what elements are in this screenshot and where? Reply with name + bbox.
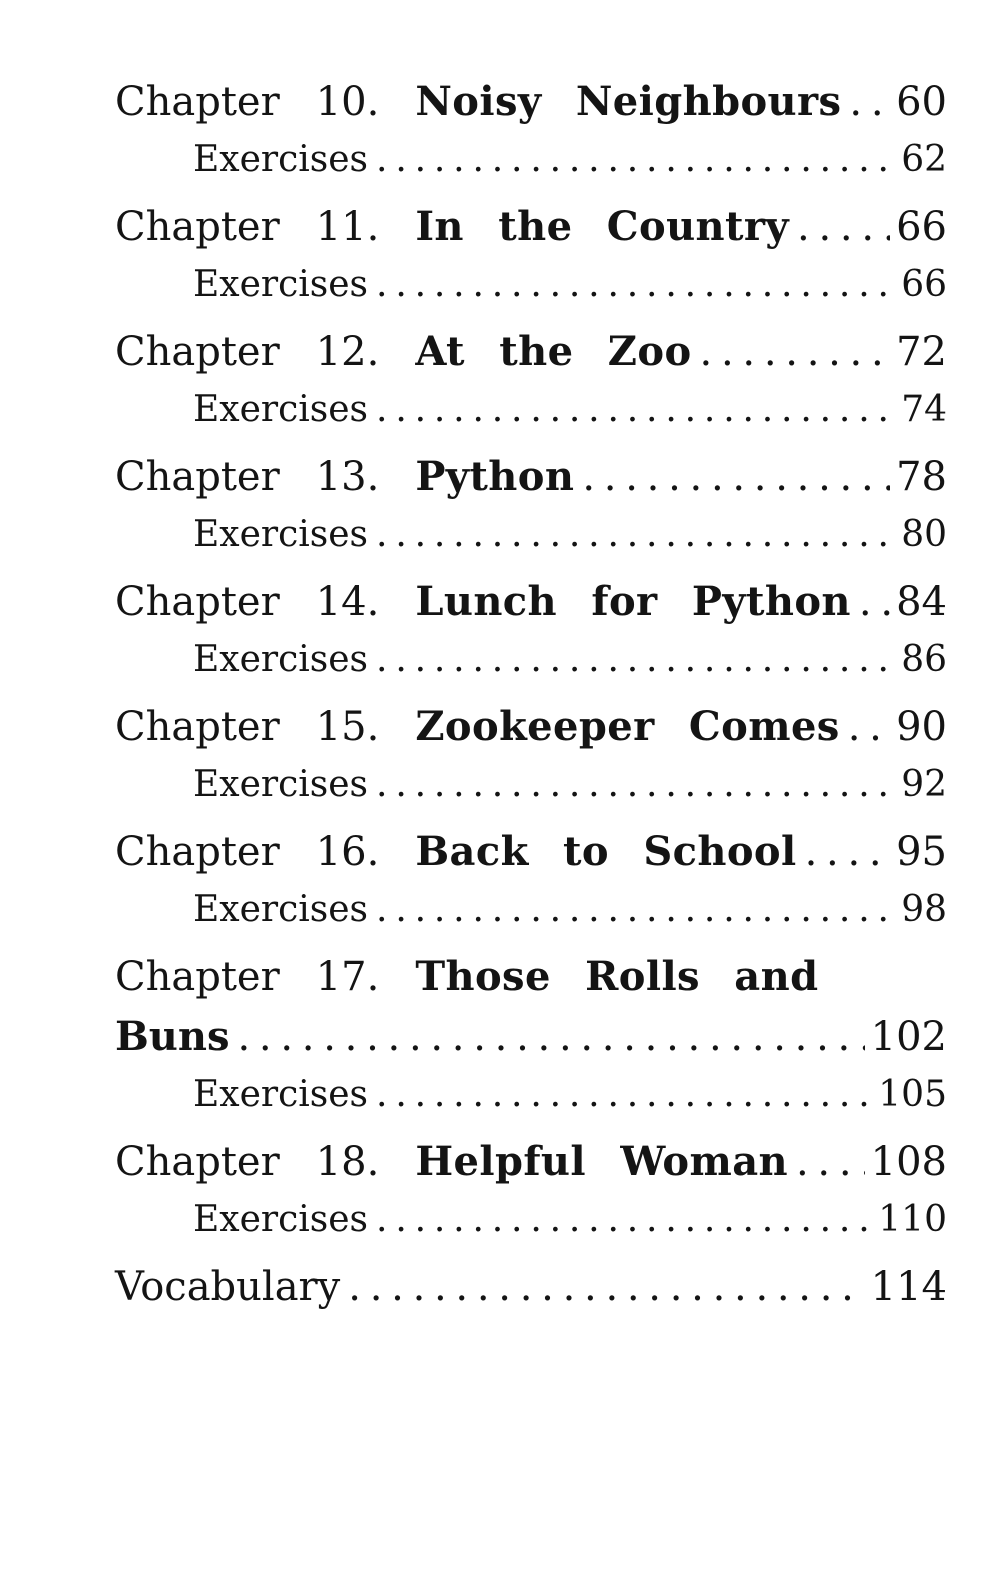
- dot-leader: [700, 332, 891, 372]
- toc-entry-chapter-18[interactable]: [115, 1138, 947, 1190]
- page-number: 105: [878, 1074, 947, 1115]
- chapter-label: Chapter: [115, 454, 280, 500]
- dot-leader: [849, 82, 890, 122]
- page-number: 92: [901, 764, 947, 805]
- toc-entry-chapter-15[interactable]: [115, 703, 947, 755]
- vocabulary-label: Vocabulary: [115, 1264, 341, 1310]
- chapter-title: Zookeeper Comes: [415, 703, 840, 750]
- chapter-label: Chapter: [115, 79, 280, 125]
- dot-leader: [376, 1202, 872, 1238]
- chapter-number: 16.: [315, 829, 380, 875]
- exercises-label: Exercises: [193, 264, 369, 305]
- toc-entry-exercises-14[interactable]: [193, 639, 947, 686]
- toc-entry-exercises-15[interactable]: [193, 764, 947, 811]
- toc-entry-chapter-14[interactable]: [115, 578, 947, 630]
- page-number: 62: [901, 139, 947, 180]
- toc-entry-chapter-13[interactable]: [115, 453, 947, 505]
- chapter-label: Chapter: [115, 204, 280, 250]
- page-number: 102: [870, 1014, 947, 1060]
- toc-entry-chapter-16[interactable]: [115, 828, 947, 880]
- chapter-title: Helpful Woman: [415, 1138, 788, 1185]
- exercises-label: Exercises: [193, 639, 369, 680]
- chapter-label: Chapter: [115, 954, 280, 1000]
- chapter-number: 17.: [315, 954, 380, 1000]
- dot-leader: [859, 582, 890, 622]
- chapter-number: 11.: [315, 204, 380, 250]
- toc-entry-chapter-17[interactable]: [115, 953, 947, 1005]
- toc-entry-chapter-10[interactable]: [115, 78, 947, 130]
- chapter-title: Back to School: [415, 828, 797, 875]
- toc-entry-exercises-12[interactable]: [193, 389, 947, 436]
- chapter-title: Noisy Neighbours: [415, 78, 842, 125]
- chapter-label: Chapter: [115, 329, 280, 375]
- page-number: 114: [870, 1264, 947, 1310]
- page-number: 60: [896, 79, 947, 125]
- dot-leader: [376, 642, 895, 678]
- chapter-title-continued: Buns: [115, 1013, 230, 1060]
- exercises-label: Exercises: [193, 889, 369, 930]
- dot-leader: [238, 1017, 865, 1057]
- chapter-number: 12.: [315, 329, 380, 375]
- dot-leader: [376, 767, 895, 803]
- chapter-number: 15.: [315, 704, 380, 750]
- toc-entry-exercises-11[interactable]: [193, 264, 947, 311]
- dot-leader: [376, 267, 895, 303]
- toc-entry-exercises-13[interactable]: [193, 514, 947, 561]
- page-number: 98: [901, 889, 947, 930]
- chapter-label: Chapter: [115, 579, 280, 625]
- toc-entry-chapter-12[interactable]: [115, 328, 947, 380]
- page-number: 90: [896, 704, 947, 750]
- page-number: 66: [896, 204, 947, 250]
- dot-leader: [376, 892, 895, 928]
- page-number: 74: [901, 389, 947, 430]
- toc-entry-exercises-18[interactable]: [193, 1199, 947, 1246]
- dot-leader: [848, 707, 890, 747]
- chapter-label: Chapter: [115, 1139, 280, 1185]
- chapter-number: 10.: [315, 79, 380, 125]
- toc-entry-exercises-17[interactable]: [193, 1074, 947, 1121]
- chapter-title: Lunch for Python: [415, 578, 851, 625]
- dot-leader: [376, 1077, 872, 1113]
- chapter-title: Those Rolls and: [415, 953, 819, 1000]
- page-number: 78: [896, 454, 947, 500]
- exercises-label: Exercises: [193, 764, 369, 805]
- dot-leader: [797, 207, 890, 247]
- chapter-title: At the Zoo: [415, 328, 692, 375]
- exercises-label: Exercises: [193, 514, 369, 555]
- toc-entry-vocabulary[interactable]: [115, 1264, 947, 1315]
- dot-leader: [376, 517, 895, 553]
- chapter-title: Python: [415, 453, 575, 500]
- chapter-number: 13.: [315, 454, 380, 500]
- chapter-title: In the Country: [415, 203, 790, 250]
- dot-leader: [582, 457, 890, 497]
- page-number: 84: [896, 579, 947, 625]
- chapter-label: Chapter: [115, 704, 280, 750]
- page-number: 110: [878, 1199, 947, 1240]
- toc-entry-chapter-11[interactable]: [115, 203, 947, 255]
- toc-entry-exercises-10[interactable]: [193, 139, 947, 186]
- dot-leader: [376, 392, 895, 428]
- chapter-label: Chapter: [115, 829, 280, 875]
- page-number: 86: [901, 639, 947, 680]
- exercises-label: Exercises: [193, 139, 369, 180]
- dot-leader: [796, 1142, 865, 1182]
- chapter-number: 18.: [315, 1139, 380, 1185]
- page-number: 72: [896, 329, 947, 375]
- toc-entry-chapter-17-continued[interactable]: [115, 1013, 947, 1065]
- page-number: 95: [896, 829, 947, 875]
- page-number: 108: [870, 1139, 947, 1185]
- dot-leader: [805, 832, 890, 872]
- toc-entry-exercises-16[interactable]: [193, 889, 947, 936]
- exercises-label: Exercises: [193, 389, 369, 430]
- dot-leader: [376, 142, 895, 178]
- exercises-label: Exercises: [193, 1199, 369, 1240]
- page-number: 66: [901, 264, 947, 305]
- exercises-label: Exercises: [193, 1074, 369, 1115]
- page-number: 80: [901, 514, 947, 555]
- dot-leader: [348, 1267, 864, 1307]
- chapter-number: 14.: [315, 579, 380, 625]
